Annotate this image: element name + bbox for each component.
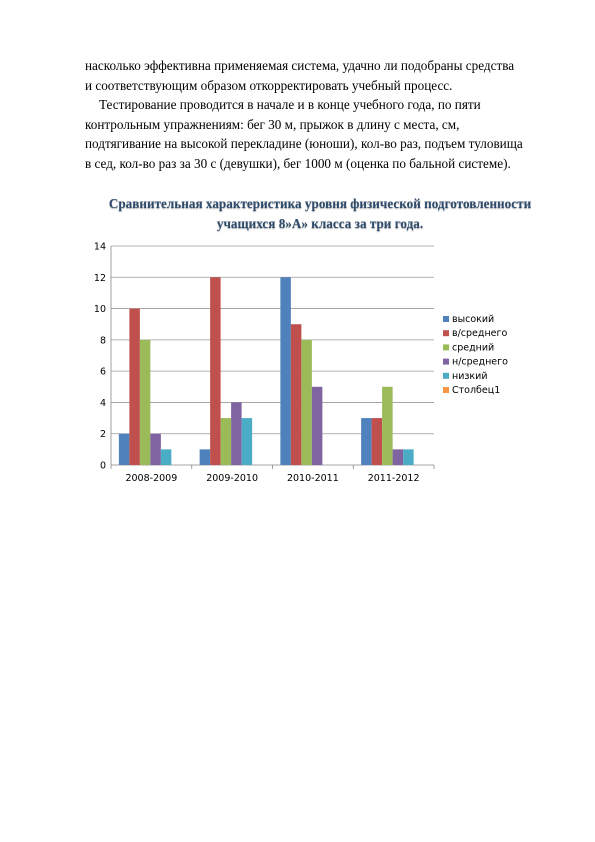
bar [210, 277, 221, 465]
legend-swatch [443, 330, 449, 336]
paragraph-2 [85, 95, 555, 173]
paragraph-2-line: Тестирование проводится в начале и в конце учебного года, по пяти [99, 97, 481, 112]
x-tick-label: 2010-2011 [286, 473, 339, 484]
bar [393, 449, 404, 465]
x-tick-label: 2009-2010 [206, 473, 259, 484]
bar [150, 434, 161, 465]
bar [280, 277, 291, 465]
bar [291, 324, 302, 465]
bar [403, 449, 414, 465]
y-tick-label: 0 [99, 460, 106, 472]
y-tick-label: 6 [99, 366, 106, 378]
y-tick-label: 12 [93, 272, 106, 284]
bar [361, 418, 372, 465]
legend-label: средний [452, 342, 495, 354]
bar [140, 340, 151, 465]
paragraph-1-line: насколько эффективна применяемая система, удачно ли подобраны средства [85, 58, 515, 73]
chart-title-line: Сравнительная характеристика уровня физической подготовленности [108, 196, 532, 211]
y-tick-label: 14 [93, 241, 106, 253]
paragraph-1-line: и соответствующим образом откорректировать учебный процесс. [85, 77, 453, 93]
legend-swatch [443, 316, 449, 322]
bar-chart [88, 236, 528, 496]
legend-swatch [443, 373, 449, 379]
legend-label: Столбец1 [452, 385, 501, 396]
legend-label: н/среднего [452, 356, 508, 368]
paragraph-2-line: в сед, кол-во раз за 30 с (девушки), бег 1000 м (оценка по бальной системе). [85, 155, 511, 171]
bar [242, 418, 253, 465]
chart-title [60, 194, 580, 234]
bar [200, 449, 211, 465]
chart-title-line: учащихся 8»А» класса за три года. [216, 216, 424, 231]
bar [129, 309, 140, 465]
legend-label: в/среднего [452, 328, 508, 340]
bar [231, 402, 242, 465]
y-tick-label: 8 [99, 335, 106, 347]
legend-swatch [443, 387, 449, 393]
x-tick-label: 2008-2009 [125, 473, 178, 484]
paragraph-2-line: подтягивание на высокой перекладине (юноши), кол-во раз, подъем туловища [85, 136, 523, 151]
y-tick-label: 4 [99, 397, 106, 409]
bar [301, 340, 312, 465]
x-tick-label: 2011-2012 [367, 473, 420, 484]
bar [161, 449, 172, 465]
y-tick-label: 2 [99, 429, 106, 441]
paragraph-1 [85, 56, 555, 95]
legend-label: низкий [452, 370, 488, 382]
y-tick-label: 10 [93, 304, 106, 316]
paragraph-2-line: контрольным упражнениям: бег 30 м, прыжок в длину с места, см, [85, 116, 460, 132]
bar [382, 387, 393, 465]
legend-swatch [443, 359, 449, 365]
bar [312, 387, 323, 465]
legend-label: высокий [452, 314, 495, 325]
legend-swatch [443, 344, 449, 350]
bar [372, 418, 383, 465]
bar [221, 418, 232, 465]
bar [119, 434, 130, 465]
